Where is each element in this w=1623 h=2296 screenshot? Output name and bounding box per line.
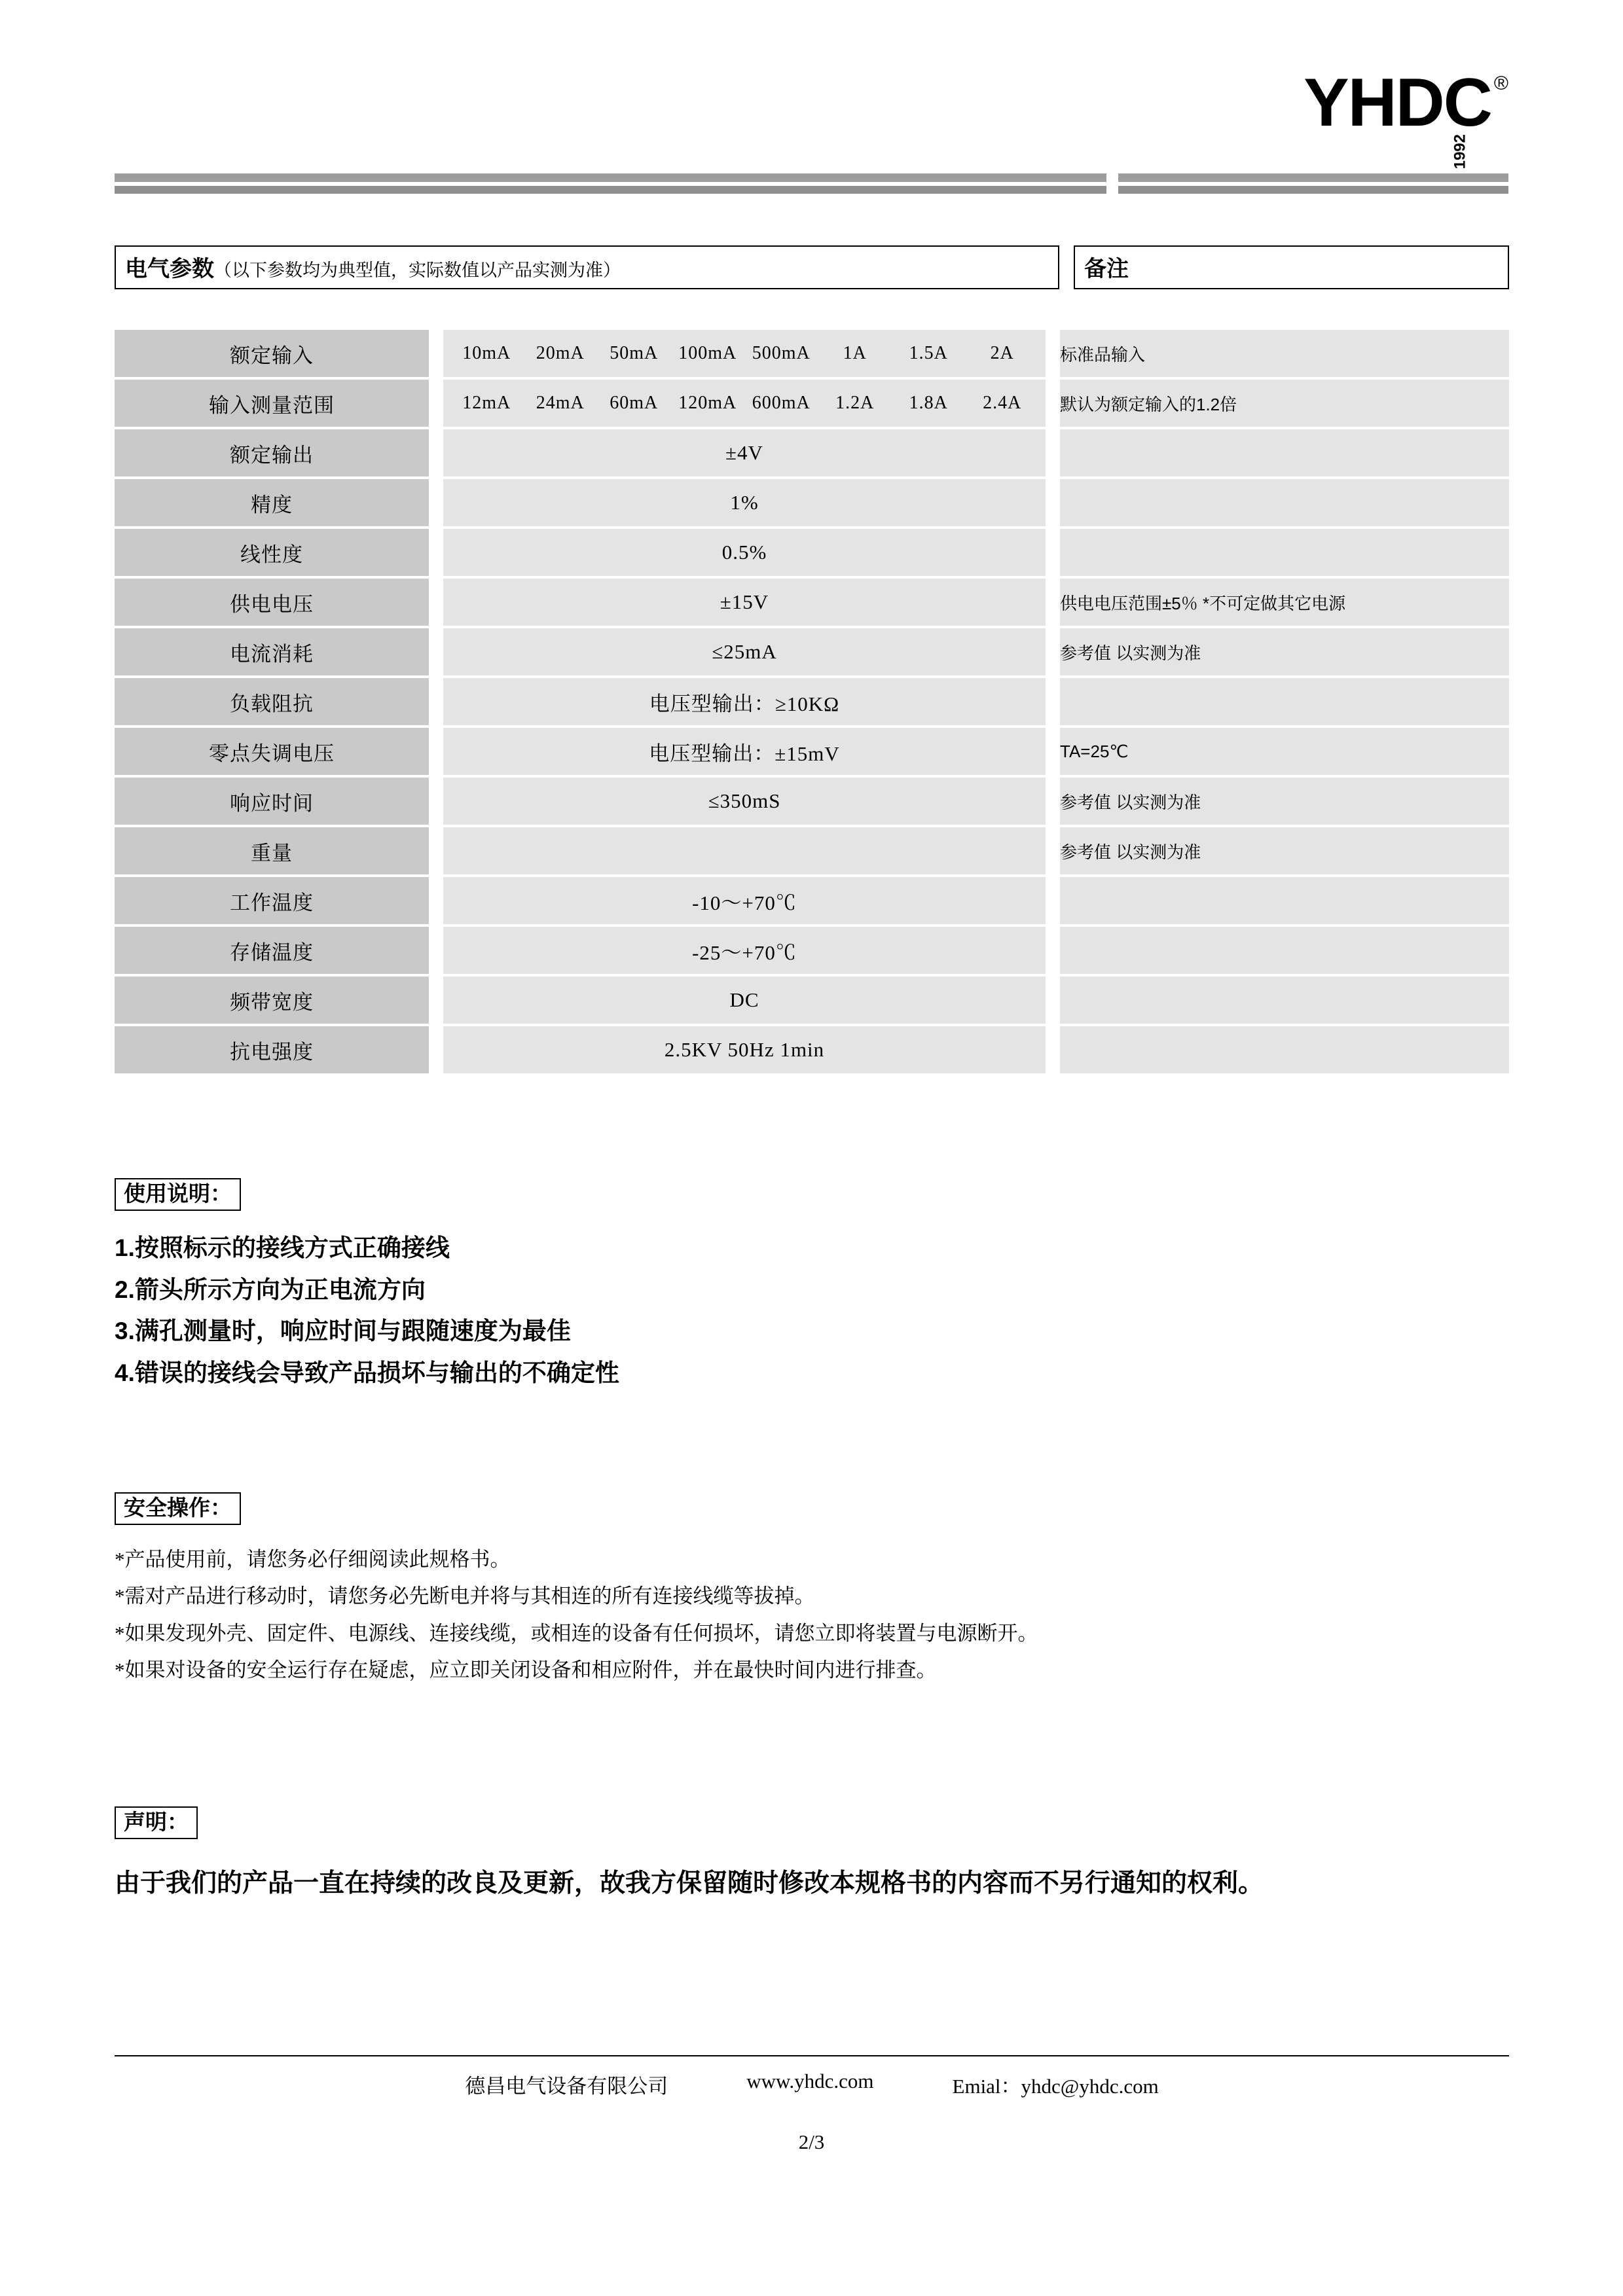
row-gap: [429, 678, 443, 725]
row-gap: [429, 728, 443, 775]
row-label: 零点失调电压: [115, 728, 429, 775]
list-item: *需对产品进行移动时，请您务必先断电并将与其相连的所有连接线缆等拔掉。: [115, 1585, 815, 1608]
logo-year: 1992: [1450, 134, 1468, 170]
registered-trademark-icon: ®: [1493, 73, 1508, 94]
list-item: *如果对设备的安全运行存在疑虑，应立即关闭设备和相应附件，并在最快时间内进行排查。: [115, 1659, 937, 1682]
row-label: 响应时间: [115, 778, 429, 825]
row-label: 频带宽度: [115, 977, 429, 1024]
row-value: 电压型输出：±15mV: [443, 728, 1046, 775]
row-note: [1060, 927, 1509, 974]
row-label: 输入测量范围: [115, 380, 429, 427]
table-row: [115, 778, 1509, 825]
table-row: [115, 479, 1509, 526]
row-gap-2: [1046, 728, 1060, 775]
row-gap: [429, 579, 443, 626]
row-gap-2: [1046, 827, 1060, 874]
table-row: [115, 678, 1509, 725]
header-rule-right-2: [1118, 186, 1508, 194]
row-gap-2: [1046, 877, 1060, 924]
page-footer: [115, 2070, 1509, 2099]
input-range-3: 120mA: [678, 393, 737, 413]
row-gap: [429, 529, 443, 576]
list-item: *如果发现外壳、固定件、电源线、连接线缆，或相连的设备有任何损坏，请您立即将装置与电源断开。: [115, 1621, 1038, 1645]
row-value: 1%: [443, 479, 1046, 526]
row-note: [1060, 678, 1509, 725]
row-label: 工作温度: [115, 877, 429, 924]
row-note: [1060, 429, 1509, 476]
input-range-1: 24mA: [536, 393, 585, 413]
row-value-multi: [443, 380, 1046, 427]
row-value: ≤350mS: [443, 778, 1046, 825]
logo-text: YHDC: [1304, 65, 1491, 141]
row-note: 参考值 以实测为准: [1060, 827, 1509, 874]
list-item: 4.错误的接线会导致产品损坏与输出的不确定性: [115, 1359, 619, 1386]
safety-title: 安全操作：: [115, 1492, 241, 1525]
input-range-7: 2.4A: [983, 393, 1022, 413]
header-rule-row: [115, 173, 1508, 182]
footer-divider: [115, 2055, 1509, 2056]
row-gap-2: [1046, 1026, 1060, 1073]
row-note: TA=25℃: [1060, 728, 1509, 775]
spec-table-header: [115, 245, 1509, 289]
table-row: [115, 877, 1509, 924]
rated-input-0: 10mA: [462, 343, 511, 363]
declaration-body: 由于我们的产品一直在持续的改良及更新，故我方保留随时修改本规格书的内容而不另行通知的权利。: [115, 1869, 1264, 1897]
row-note: [1060, 1026, 1509, 1073]
row-label: 精度: [115, 479, 429, 526]
table-row: [115, 977, 1509, 1024]
row-gap: [429, 628, 443, 675]
row-note: 参考值 以实测为准: [1060, 778, 1509, 825]
row-label: 重量: [115, 827, 429, 874]
row-note: 默认为额定输入的1.2倍: [1060, 380, 1509, 427]
row-gap-2: [1046, 380, 1060, 427]
header-rule-left: [115, 173, 1106, 182]
row-label: 额定输出: [115, 429, 429, 476]
table-row: [115, 728, 1509, 775]
row-note: [1060, 877, 1509, 924]
row-note: [1060, 479, 1509, 526]
rated-input-3: 100mA: [678, 343, 737, 363]
input-range-6: 1.8A: [909, 393, 948, 413]
row-gap: [429, 927, 443, 974]
footer-company: 德昌电气设备有限公司: [465, 2075, 668, 2098]
rated-input-5: 1A: [843, 343, 867, 363]
row-note: 参考值 以实测为准: [1060, 628, 1509, 675]
list-item: 1.按照标示的接线方式正确接线: [115, 1234, 450, 1261]
row-value: -25～+70℃: [443, 927, 1046, 974]
rated-input-6: 1.5A: [909, 343, 948, 363]
header-rule-row-2: [115, 186, 1508, 194]
row-gap: [429, 479, 443, 526]
row-value: ≤25mA: [443, 628, 1046, 675]
table-row: [115, 380, 1509, 427]
table-row: [115, 927, 1509, 974]
company-logo: [1304, 65, 1508, 170]
table-row: [115, 579, 1509, 626]
row-gap-2: [1046, 977, 1060, 1024]
row-gap: [429, 977, 443, 1024]
row-gap-2: [1046, 429, 1060, 476]
row-value: 电压型输出：≥10KΩ: [443, 678, 1046, 725]
table-row: [115, 429, 1509, 476]
rated-input-7: 2A: [990, 343, 1014, 363]
row-gap: [429, 877, 443, 924]
row-value: [443, 827, 1046, 874]
spec-note-title-box: 备注: [1074, 245, 1509, 289]
page-number: 2/3: [798, 2130, 825, 2153]
table-row: [115, 827, 1509, 874]
footer-email[interactable]: Emial：yhdc@yhdc.com: [952, 2075, 1159, 2098]
row-gap: [429, 778, 443, 825]
row-gap-2: [1046, 927, 1060, 974]
row-label: 负载阻抗: [115, 678, 429, 725]
header-rules: [115, 173, 1508, 198]
row-value: 0.5%: [443, 529, 1046, 576]
spec-head-spacer: [1059, 245, 1074, 289]
table-row: [115, 1026, 1509, 1073]
safety-list: [115, 1541, 1038, 1689]
row-value: ±15V: [443, 579, 1046, 626]
row-gap-2: [1046, 330, 1060, 377]
logo-wordmark: [1304, 65, 1491, 170]
list-item: 3.满孔测量时，响应时间与跟随速度为最佳: [115, 1318, 571, 1345]
table-row: [115, 628, 1509, 675]
row-gap: [429, 330, 443, 377]
row-gap: [429, 380, 443, 427]
row-label: 线性度: [115, 529, 429, 576]
list-item: *产品使用前，请您务必仔细阅读此规格书。: [115, 1548, 511, 1571]
input-range-4: 600mA: [752, 393, 811, 413]
row-gap-2: [1046, 678, 1060, 725]
row-gap-2: [1046, 778, 1060, 825]
header-rule-right: [1118, 173, 1508, 182]
row-gap-2: [1046, 529, 1060, 576]
row-value-multi: [443, 330, 1046, 377]
input-range-values: [443, 380, 1046, 427]
row-label: 电流消耗: [115, 628, 429, 675]
row-value: 2.5KV 50Hz 1min: [443, 1026, 1046, 1073]
row-note: [1060, 529, 1509, 576]
spec-title-sub: （以下参数均为典型值，实际数值以产品实测为准）: [214, 260, 621, 280]
row-gap-2: [1046, 479, 1060, 526]
rated-input-2: 50mA: [610, 343, 659, 363]
spec-table: [115, 327, 1509, 1076]
table-row: [115, 330, 1509, 377]
row-label: 供电电压: [115, 579, 429, 626]
input-range-5: 1.2A: [835, 393, 875, 413]
input-range-0: 12mA: [462, 393, 511, 413]
row-gap: [429, 827, 443, 874]
list-item: 2.箭头所示方向为正电流方向: [115, 1276, 426, 1303]
usage-list: [115, 1227, 619, 1394]
table-row: [115, 529, 1509, 576]
page-header: [115, 65, 1508, 193]
rated-input-4: 500mA: [752, 343, 811, 363]
row-note: 标准品输入: [1060, 330, 1509, 377]
row-gap-2: [1046, 628, 1060, 675]
row-label: 额定输入: [115, 330, 429, 377]
row-gap-2: [1046, 579, 1060, 626]
usage-title: 使用说明：: [115, 1178, 241, 1211]
footer-website[interactable]: www.yhdc.com: [746, 2070, 874, 2092]
row-gap: [429, 1026, 443, 1073]
rated-input-1: 20mA: [536, 343, 585, 363]
rated-input-values: [443, 330, 1046, 377]
declaration-title: 声明：: [115, 1806, 198, 1839]
row-value: -10～+70℃: [443, 877, 1046, 924]
row-value: ±4V: [443, 429, 1046, 476]
row-note: [1060, 977, 1509, 1024]
row-label: 抗电强度: [115, 1026, 429, 1073]
row-value: DC: [443, 977, 1046, 1024]
row-label: 存储温度: [115, 927, 429, 974]
row-gap: [429, 429, 443, 476]
input-range-2: 60mA: [610, 393, 659, 413]
spec-title-box: [115, 245, 1059, 289]
header-rule-left-2: [115, 186, 1106, 194]
spec-title: 电气参数: [125, 257, 214, 281]
row-note: 供电电压范围±5％ *不可定做其它电源: [1060, 579, 1509, 626]
